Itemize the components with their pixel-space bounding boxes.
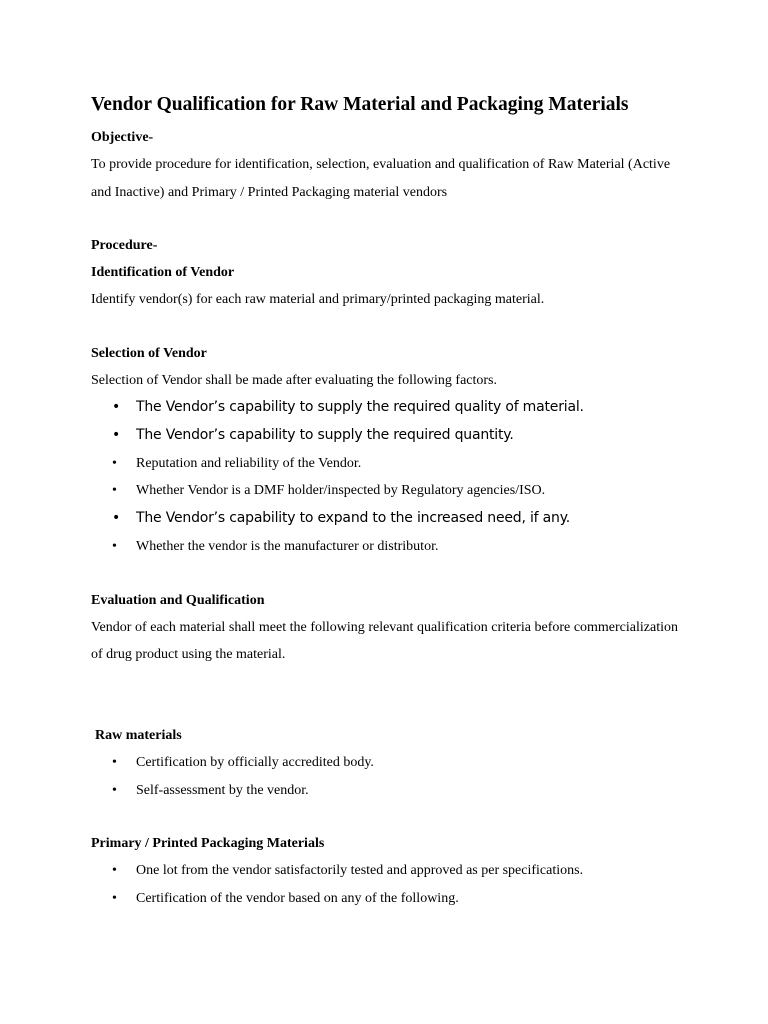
identification-heading: Identification of Vendor <box>91 265 235 280</box>
bullet-icon: • <box>112 399 121 415</box>
spacer <box>91 804 678 830</box>
packaging-heading: Primary / Printed Packaging Materials <box>91 836 325 852</box>
bullet-icon: • <box>112 538 117 554</box>
list-item <box>91 749 678 777</box>
raw-materials-heading: Raw materials <box>95 727 182 743</box>
procedure-heading: Procedure- <box>91 238 158 253</box>
list-item-text: Whether the vendor is the manufacturer or distributor. <box>136 538 439 554</box>
list-item-text: Certification by officially accredited body. <box>136 754 374 770</box>
list-item-text: The Vendor’s capability to supply the required quality of material. <box>136 399 584 415</box>
selection-heading: Selection of Vendor <box>91 345 207 361</box>
objective-heading: Objective- <box>91 130 154 145</box>
list-item <box>91 422 678 450</box>
bullet-icon: • <box>112 863 117 879</box>
bullet-icon: • <box>112 891 117 907</box>
selection-text: Selection of Vendor shall be made after evaluating the following factors. <box>91 372 497 388</box>
packaging-list <box>91 857 678 913</box>
evaluation-text: Vendor of each material shall meet the following relevant qualification criteria before commercialization of drug product using the material. <box>91 619 678 663</box>
list-item <box>91 450 678 478</box>
list-item <box>91 477 678 505</box>
bullet-icon: • <box>112 455 117 471</box>
list-item-text: One lot from the vendor satisfactorily tested and approved as per specifications. <box>136 863 584 879</box>
spacer <box>91 314 678 340</box>
bullet-icon: • <box>112 754 117 770</box>
list-item <box>91 394 678 422</box>
list-item <box>91 505 678 533</box>
list-item <box>91 533 678 561</box>
objective-text: To provide procedure for identification, selection, evaluation and qualification of Raw Material (Active and Inactive) and Primary / Printed Packaging material vendors <box>91 157 671 200</box>
selection-factors-list <box>91 394 678 561</box>
list-item-text: The Vendor’s capability to supply the required quantity. <box>136 426 514 443</box>
list-item-text: The Vendor’s capability to expand to the increased need, if any. <box>136 510 571 527</box>
bullet-icon: • <box>112 510 121 527</box>
spacer <box>91 561 678 587</box>
list-item <box>91 857 678 885</box>
bullet-icon: • <box>112 426 121 443</box>
document-title: Vendor Qualification for Raw Material and Packaging Materials <box>91 94 629 115</box>
identification-text: Identify vendor(s) for each raw material and primary/printed packaging material. <box>91 292 545 307</box>
list-item-text: Certification of the vendor based on any of the following. <box>136 891 459 907</box>
list-item <box>91 777 678 805</box>
list-item <box>91 885 678 913</box>
spacer <box>91 669 678 722</box>
bullet-icon: • <box>112 782 117 798</box>
list-item-text: Whether Vendor is a DMF holder/inspected by Regulatory agencies/ISO. <box>136 483 546 499</box>
evaluation-heading: Evaluation and Qualification <box>91 592 265 608</box>
spacer <box>91 206 678 232</box>
raw-materials-list <box>91 749 678 805</box>
list-item-text: Self-assessment by the vendor. <box>136 782 309 798</box>
bullet-icon: • <box>112 483 117 499</box>
list-item-text: Reputation and reliability of the Vendor. <box>136 455 362 471</box>
document-page <box>91 92 678 913</box>
